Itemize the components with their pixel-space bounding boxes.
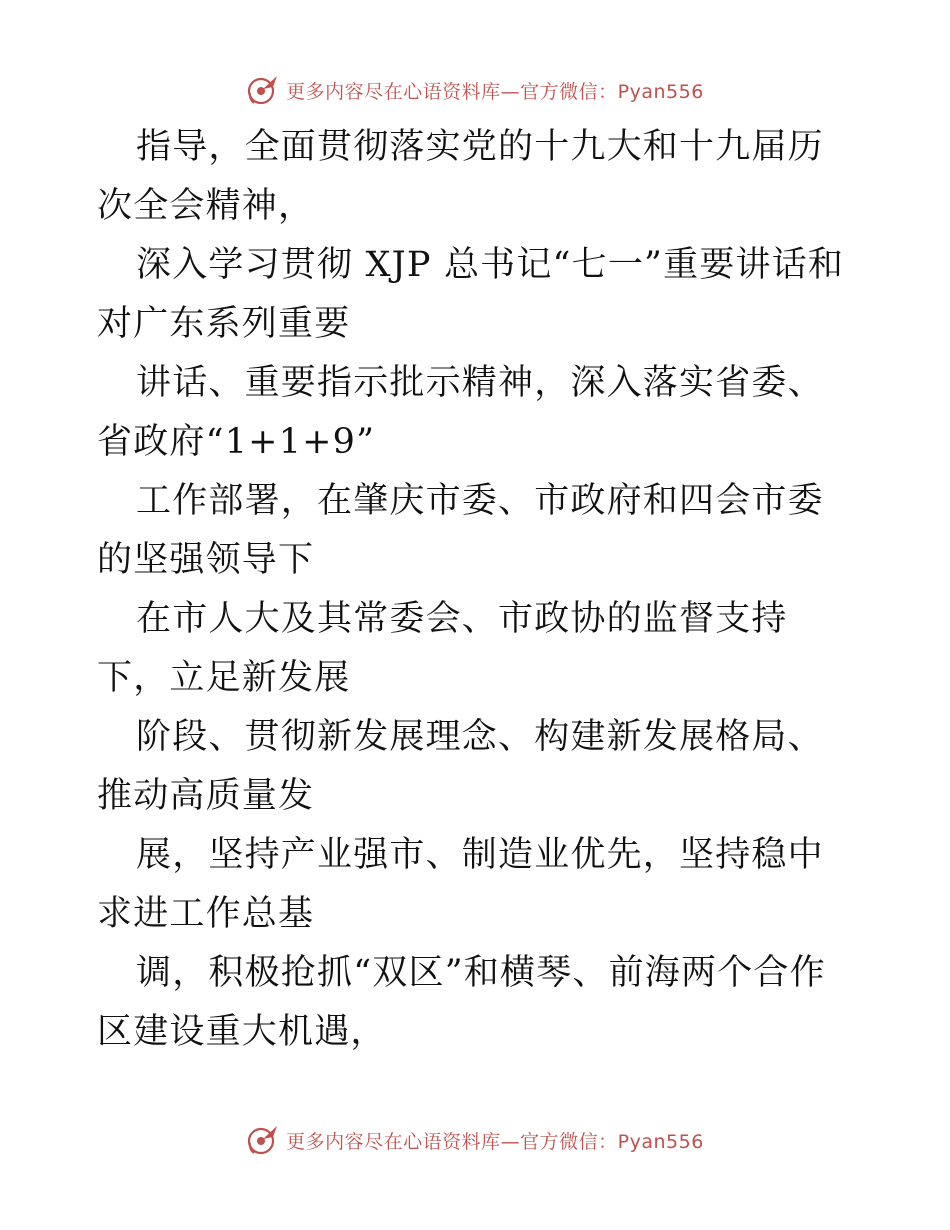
paragraph: 讲话、重要指示批示精神，深入落实省委、省政府“1+1+9” — [97, 363, 824, 462]
watermark-text: 更多内容尽在心语资料库—官方微信：Pyan556 — [286, 80, 704, 103]
watermark-text: 更多内容尽在心语资料库—官方微信：Pyan556 — [286, 1130, 704, 1153]
quill-logo-icon — [246, 1123, 280, 1157]
paragraph: 在市人大及其常委会、市政协的监督支持下，立足新发展 — [97, 599, 788, 698]
paragraph: 展，坚持产业强市、制造业优先，坚持稳中求进工作总基 — [97, 835, 824, 934]
quill-logo-icon — [246, 73, 280, 107]
paragraph: 深入学习贯彻 XJP 总书记“七一”重要讲话和对广东系列重要 — [97, 245, 845, 344]
paragraph: 阶段、贯彻新发展理念、构建新发展格局、推动高质量发 — [97, 717, 824, 816]
footer-watermark — [0, 1120, 950, 1160]
paragraph: 调，积极抢抓“双区”和横琴、前海两个合作区建设重大机遇， — [97, 953, 826, 1052]
header-watermark — [0, 70, 950, 110]
paragraph: 工作部署，在肇庆市委、市政府和四会市委的坚强领导下 — [97, 481, 824, 580]
document-body — [97, 118, 857, 1062]
paragraph: 指导，全面贯彻落实党的十九大和十九届历次全会精神， — [97, 127, 824, 226]
